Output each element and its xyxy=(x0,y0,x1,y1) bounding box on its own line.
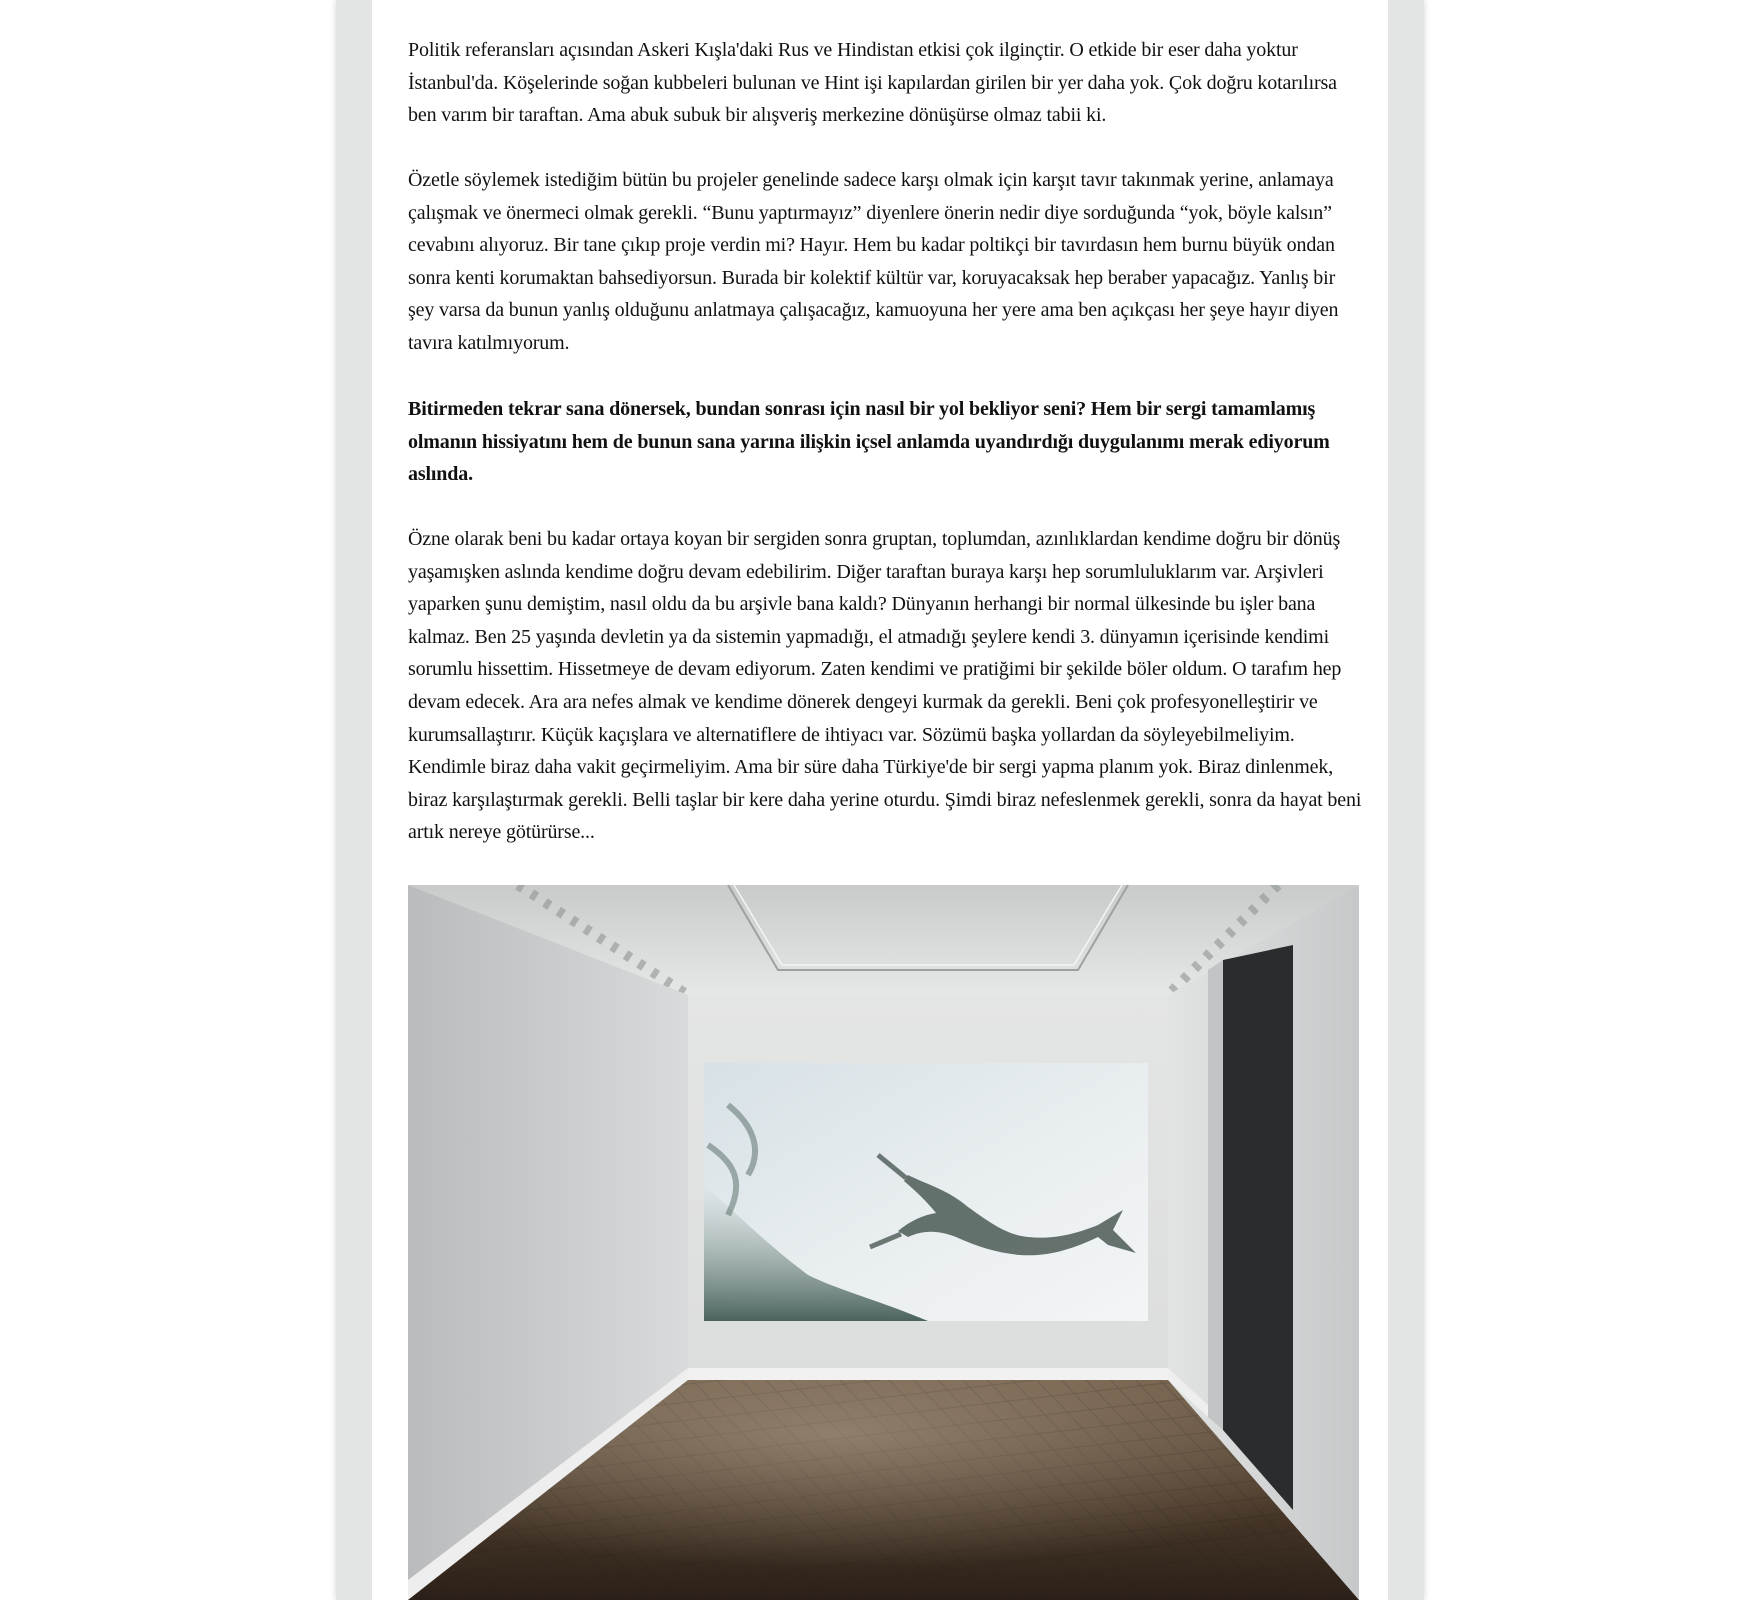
gallery-installation-photo xyxy=(408,885,1359,1600)
paragraph: Politik referansları açısından Askeri Kışla'daki Rus ve Hindistan etkisi çok ilginçtir. O etkide bir eser daha yoktur İstanbul'da. Köşelerinde soğan kubbeleri bulunan ve Hint işi kapılardan girilen bir yer daha yok. Çok doğru kotarılırsa ben varım bir taraftan. Ama abuk subuk bir alışveriş merkezine dönüşürse olmaz tabii ki. xyxy=(408,39,1337,127)
interview-question: Bitirmeden tekrar sana dönersek, bundan sonrası için nasıl bir yol bekliyor seni? Hem bir sergi tamamlamış olmanın hissiyatını hem de bunun sana yarına ilişkin içsel anlamda uyandırdığı duygulanımı merak ediyorum aslında. xyxy=(408,398,1330,486)
paragraph: Özne olarak beni bu kadar ortaya koyan bir sergiden sonra gruptan, toplumdan, azınlıklardan kendime doğru bir dönüş yaşamışken aslında kendime doğru devam edebilirim. Diğer taraftan buraya karşı hep sorumluluklarım var. Arşivleri yaparken şunu demiştim, nasıl oldu da bu arşivle bana kaldı? Dünyanın herhangi bir normal ülkesinde bu işler bana kalmaz. Ben 25 yaşında devletin ya da sistemin yapmadığı, el atmadığı şeylere kendi 3. dünyamın içerisinde kendimi sorumlu hissettim. Hissetmeye de devam ediyorum. Zaten kendimi ve pratiğimi bir şekilde böler oldum. O tarafım hep devam edecek. Ara ara nefes almak ve kendime dönerek dengeyi kurmak da gerekli. Beni çok profesyonelleştirir ve kurumsallaştırır. Küçük kaçışlara ve alternatiflere de ihtiyacı var. Sözümü başka yollardan da söyleyebilmeliyim. Kendimle biraz daha vakit geçirmeliyim. Ama bir süre daha Türkiye'de bir sergi yapma planım yok. Biraz dinlenmek, biraz karşılaştırmak gerekli. Belli taşlar bir kere daha yerine oturdu. Şimdi biraz nefeslenmek gerekli, sonra da hayat beni artık nereye götürürse... xyxy=(408,528,1362,844)
paragraph: Özetle söylemek istediğim bütün bu projeler genelinde sadece karşı olmak için karşıt tavır takınmak yerine, anlamaya çalışmak ve önermeci olmak gerekli. “Bunu yaptırmayız” diyenlere önerin nedir diye sorduğunda “yok, böyle kalsın” cevabını alıyoruz. Bir tane çıkıp proje verdin mi? Hayır. Hem bu kadar poltikçi bir tavırdasın hem burnu büyük ondan sonra kenti korumaktan bahsediyorsun. Burada bir kolektif kültür var, koruyacaksak hep beraber yapacağız. Yanlış bir şey varsa da bunun yanlış olduğunu anlatmaya çalışacağız, kamuoyuna her yere ama ben açıkçası her şeye hayır diyen tavıra katılmıyorum. xyxy=(408,169,1339,354)
